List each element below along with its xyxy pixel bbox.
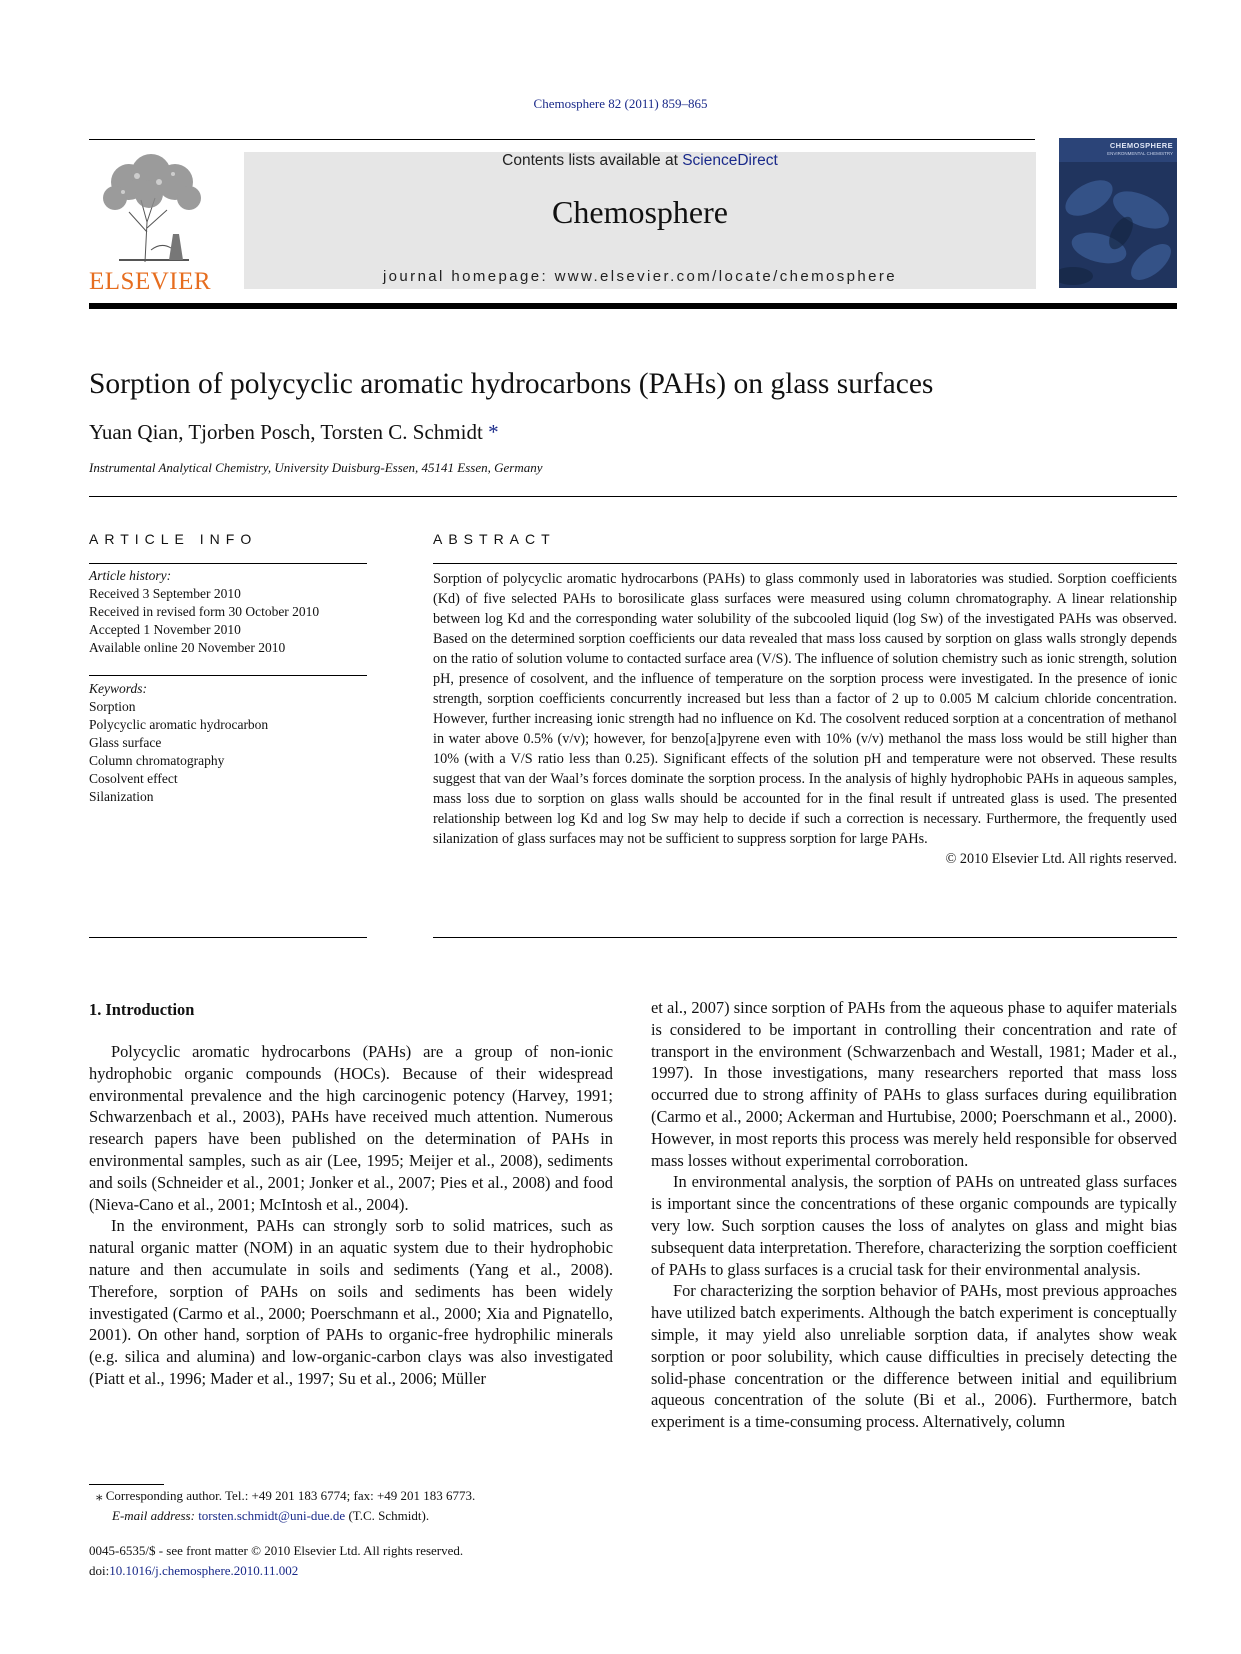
email-label: E-mail address: — [112, 1508, 199, 1523]
abstract-rule — [433, 563, 1177, 564]
keywords-block — [89, 680, 369, 806]
author-list — [89, 420, 499, 445]
journal-homepage[interactable]: journal homepage: www.elsevier.com/locate/chemosphere — [382, 268, 898, 285]
journal-citation[interactable]: Chemosphere 82 (2011) 859–865 — [533, 96, 708, 111]
keyword-item: Column chromatography — [89, 753, 225, 768]
body-paragraph: et al., 2007) since sorption of PAHs from the aqueous phase to aquifer materials is considered to be important in controlling their concentration and rate of transport in the environment (Schwarzenbach and Westall, 1981; Mader et al., 1997). In those investigations, many researchers reported that mass loss occurred due to strong affinity of PAHs to glass surfaces during equilibration (Carmo et al., 2000; Ackerman and Hurtubise, 2000; Poerschmann et al., 2000). However, in most reports this process was merely held responsible for observed mass losses without experimental corroboration. — [651, 998, 1177, 1170]
article-info-heading: ARTICLE INFO — [89, 531, 258, 547]
keywords-rule — [89, 675, 367, 676]
elsevier-wordmark: ELSEVIER — [89, 268, 212, 295]
doi-label: doi: — [89, 1563, 110, 1578]
body-paragraph: In environmental analysis, the sorption of PAHs on untreated glass surfaces is important since the concentrations of these organic compounds are typically very low. Such sorption causes the loss of analytes on glass and might bias subsequent data interpretation. Therefore, characterizing the sorption coefficient of PAHs to glass surfaces is a crucial task for their environmental analysis. — [651, 1172, 1177, 1279]
email-suffix: (T.C. Schmidt). — [345, 1508, 430, 1523]
journal-title: Chemosphere — [552, 194, 728, 230]
journal-cover-image — [1059, 138, 1177, 288]
keyword-item: Glass surface — [89, 735, 162, 750]
affiliation: Instrumental Analytical Chemistry, University Duisburg-Essen, 45141 Essen, Germany — [89, 460, 543, 475]
keyword-item: Silanization — [89, 789, 154, 804]
article-info-rule — [89, 563, 367, 564]
abstract-heading: ABSTRACT — [433, 531, 556, 547]
issn-line: 0045-6535/$ - see front matter © 2010 Elsevier Ltd. All rights reserved. — [89, 1543, 464, 1558]
body-paragraph: In the environment, PAHs can strongly sorb to solid matrices, such as natural organic matter (NOM) in an aquatic system due to their hydrophobic nature and then accumulate in soils and sediments (Yang et al., 2008). Therefore, sorption of PAHs on soils and sediments has been widely investigated (Carmo et al., 2000; Poerschmann et al., 2000; Xia and Pignatello, 2001). On other hand, sorption of PAHs to organic-free hydrophilic minerals (e.g. silica and alumina) and low-organic-carbon clays was also investigated (Piatt et al., 1996; Mader et al., 1997; Su et al., 2006; Müller — [89, 1216, 613, 1388]
authors-names: Yuan Qian, Tjorben Posch, Torsten C. Schmidt — [89, 420, 483, 444]
corresponding-author-mark[interactable]: * — [488, 420, 499, 444]
sciencedirect-link[interactable]: ScienceDirect — [682, 152, 778, 169]
body-column-left — [89, 1041, 613, 1390]
history-revised: Received in revised form 30 October 2010 — [89, 604, 320, 619]
keyword-item: Sorption — [89, 699, 136, 714]
title-bottom-rule — [89, 496, 1177, 497]
front-matter — [89, 1541, 649, 1581]
contents-prefix: Contents lists available at — [502, 152, 683, 169]
contents-line — [244, 152, 1036, 170]
abstract-bottom-rule — [433, 937, 1177, 938]
section-heading-introduction: 1. Introduction — [89, 1000, 195, 1019]
article-title: Sorption of polycyclic aromatic hydrocarbons (PAHs) on glass surfaces — [89, 368, 934, 400]
cover-subtitle: ENVIRONMENTAL CHEMISTRY — [1107, 151, 1173, 156]
abstract-body — [433, 569, 1177, 869]
doi-line — [89, 1561, 649, 1581]
body-column-right — [651, 997, 1177, 1433]
body-paragraph: Polycyclic aromatic hydrocarbons (PAHs) are a group of non-ionic hydrophobic organic compounds (HOCs). Because of their widespread environmental prevalence and the high carcinogenic potency (Harvey, 1991; Schwarzenbach et al., 2003), PAHs have received much attention. Numerous research papers have been published on the determination of PAHs in environmental samples, such as air (Lee, 1995; Meijer et al., 2008), sediments and soils (Schneider et al., 2001; Jonker et al., 2007; Pies et al., 2008) and food (Nieva-Cano et al., 2001; McIntosh et al., 2004). — [89, 1042, 613, 1214]
footnote-rule — [89, 1484, 164, 1485]
abstract-text: Sorption of polycyclic aromatic hydrocarbons (PAHs) to glass commonly used in laboratories was studied. Sorption coefficients (Kd) of five selected PAHs to borosilicate glass surfaces were measured using column chromatography. A linear relationship between log Kd and the corresponding water solubility of the subcooled liquid (log Sw) of the investigated PAHs was observed. Based on the determined sorption coefficients our data revealed that mass loss caused by sorption on glass walls strongly depends on the ratio of solution volume to contacted surface area (V/S). The influence of solution chemistry such as ionic strength, solution pH, presence of cosolvent, and the influence of temperature on the sorption process were investigated. In the presence of ionic strength, sorption coefficients concurrently increased but less than a factor of 2 up to 0.005 M calcium chloride concentration. However, further increasing ionic strength had no influence on Kd. The cosolvent reduced sorption at a concentration of methanol in water above 0.5% (v/v); however, for benzo[a]pyrene even with 10% (v/v) methanol the mass loss would be still higher than 10% (with a V/S ratio less than 0.25). Significant effects of the solution pH and temperature were not observed. These results suggest that van der Waal’s forces dominate the sorption process. In the analysis of highly hydrophobic PAHs in aqueous samples, mass loss due to sorption on glass walls should be accounted for in the final result if untreated glass is used. The presented relationship between log Kd and log Sw may help to decide if such a correction is necessary. Furthermore, the frequently used silanization of glass surfaces may not be sufficient to suppress sorption for large PAHs. — [433, 571, 1177, 847]
keywords-label: Keywords: — [89, 681, 147, 696]
corresponding-author-note: ⁎ Corresponding author. Tel.: +49 201 183 6774; fax: +49 201 183 6773. — [96, 1488, 476, 1503]
email-line — [96, 1506, 616, 1526]
cover-title: CHEMOSPHERE — [1109, 141, 1173, 150]
top-rule — [89, 139, 1035, 140]
history-label: Article history: — [89, 568, 172, 583]
keyword-item: Cosolvent effect — [89, 771, 178, 786]
abstract-copyright: © 2010 Elsevier Ltd. All rights reserved. — [945, 851, 1177, 867]
history-received: Received 3 September 2010 — [89, 586, 241, 601]
header-thick-rule — [89, 303, 1177, 309]
article-history — [89, 567, 369, 657]
history-accepted: Accepted 1 November 2010 — [89, 622, 241, 637]
email-link[interactable]: torsten.schmidt@uni-due.de — [198, 1508, 346, 1523]
body-paragraph: For characterizing the sorption behavior of PAHs, most previous approaches have utilized batch experiments. Although the batch experiment is conceptually simple, it may yield also unreliable sorption data, if analytes show weak sorption or poor solubility, which cause difficulties in precisely detecting the solid-phase concentration or the difference between initial and equilibrium aqueous concentration of the solute (Bi et al., 2006). Furthermore, batch experiment is a time-consuming process. Alternatively, column — [651, 1281, 1177, 1432]
article-info-bottom-rule — [89, 937, 367, 938]
doi-link[interactable]: 10.1016/j.chemosphere.2010.11.002 — [109, 1563, 299, 1578]
keyword-item: Polycyclic aromatic hydrocarbon — [89, 717, 269, 732]
footnote-corresponding — [96, 1486, 616, 1526]
history-online: Available online 20 November 2010 — [89, 640, 286, 655]
